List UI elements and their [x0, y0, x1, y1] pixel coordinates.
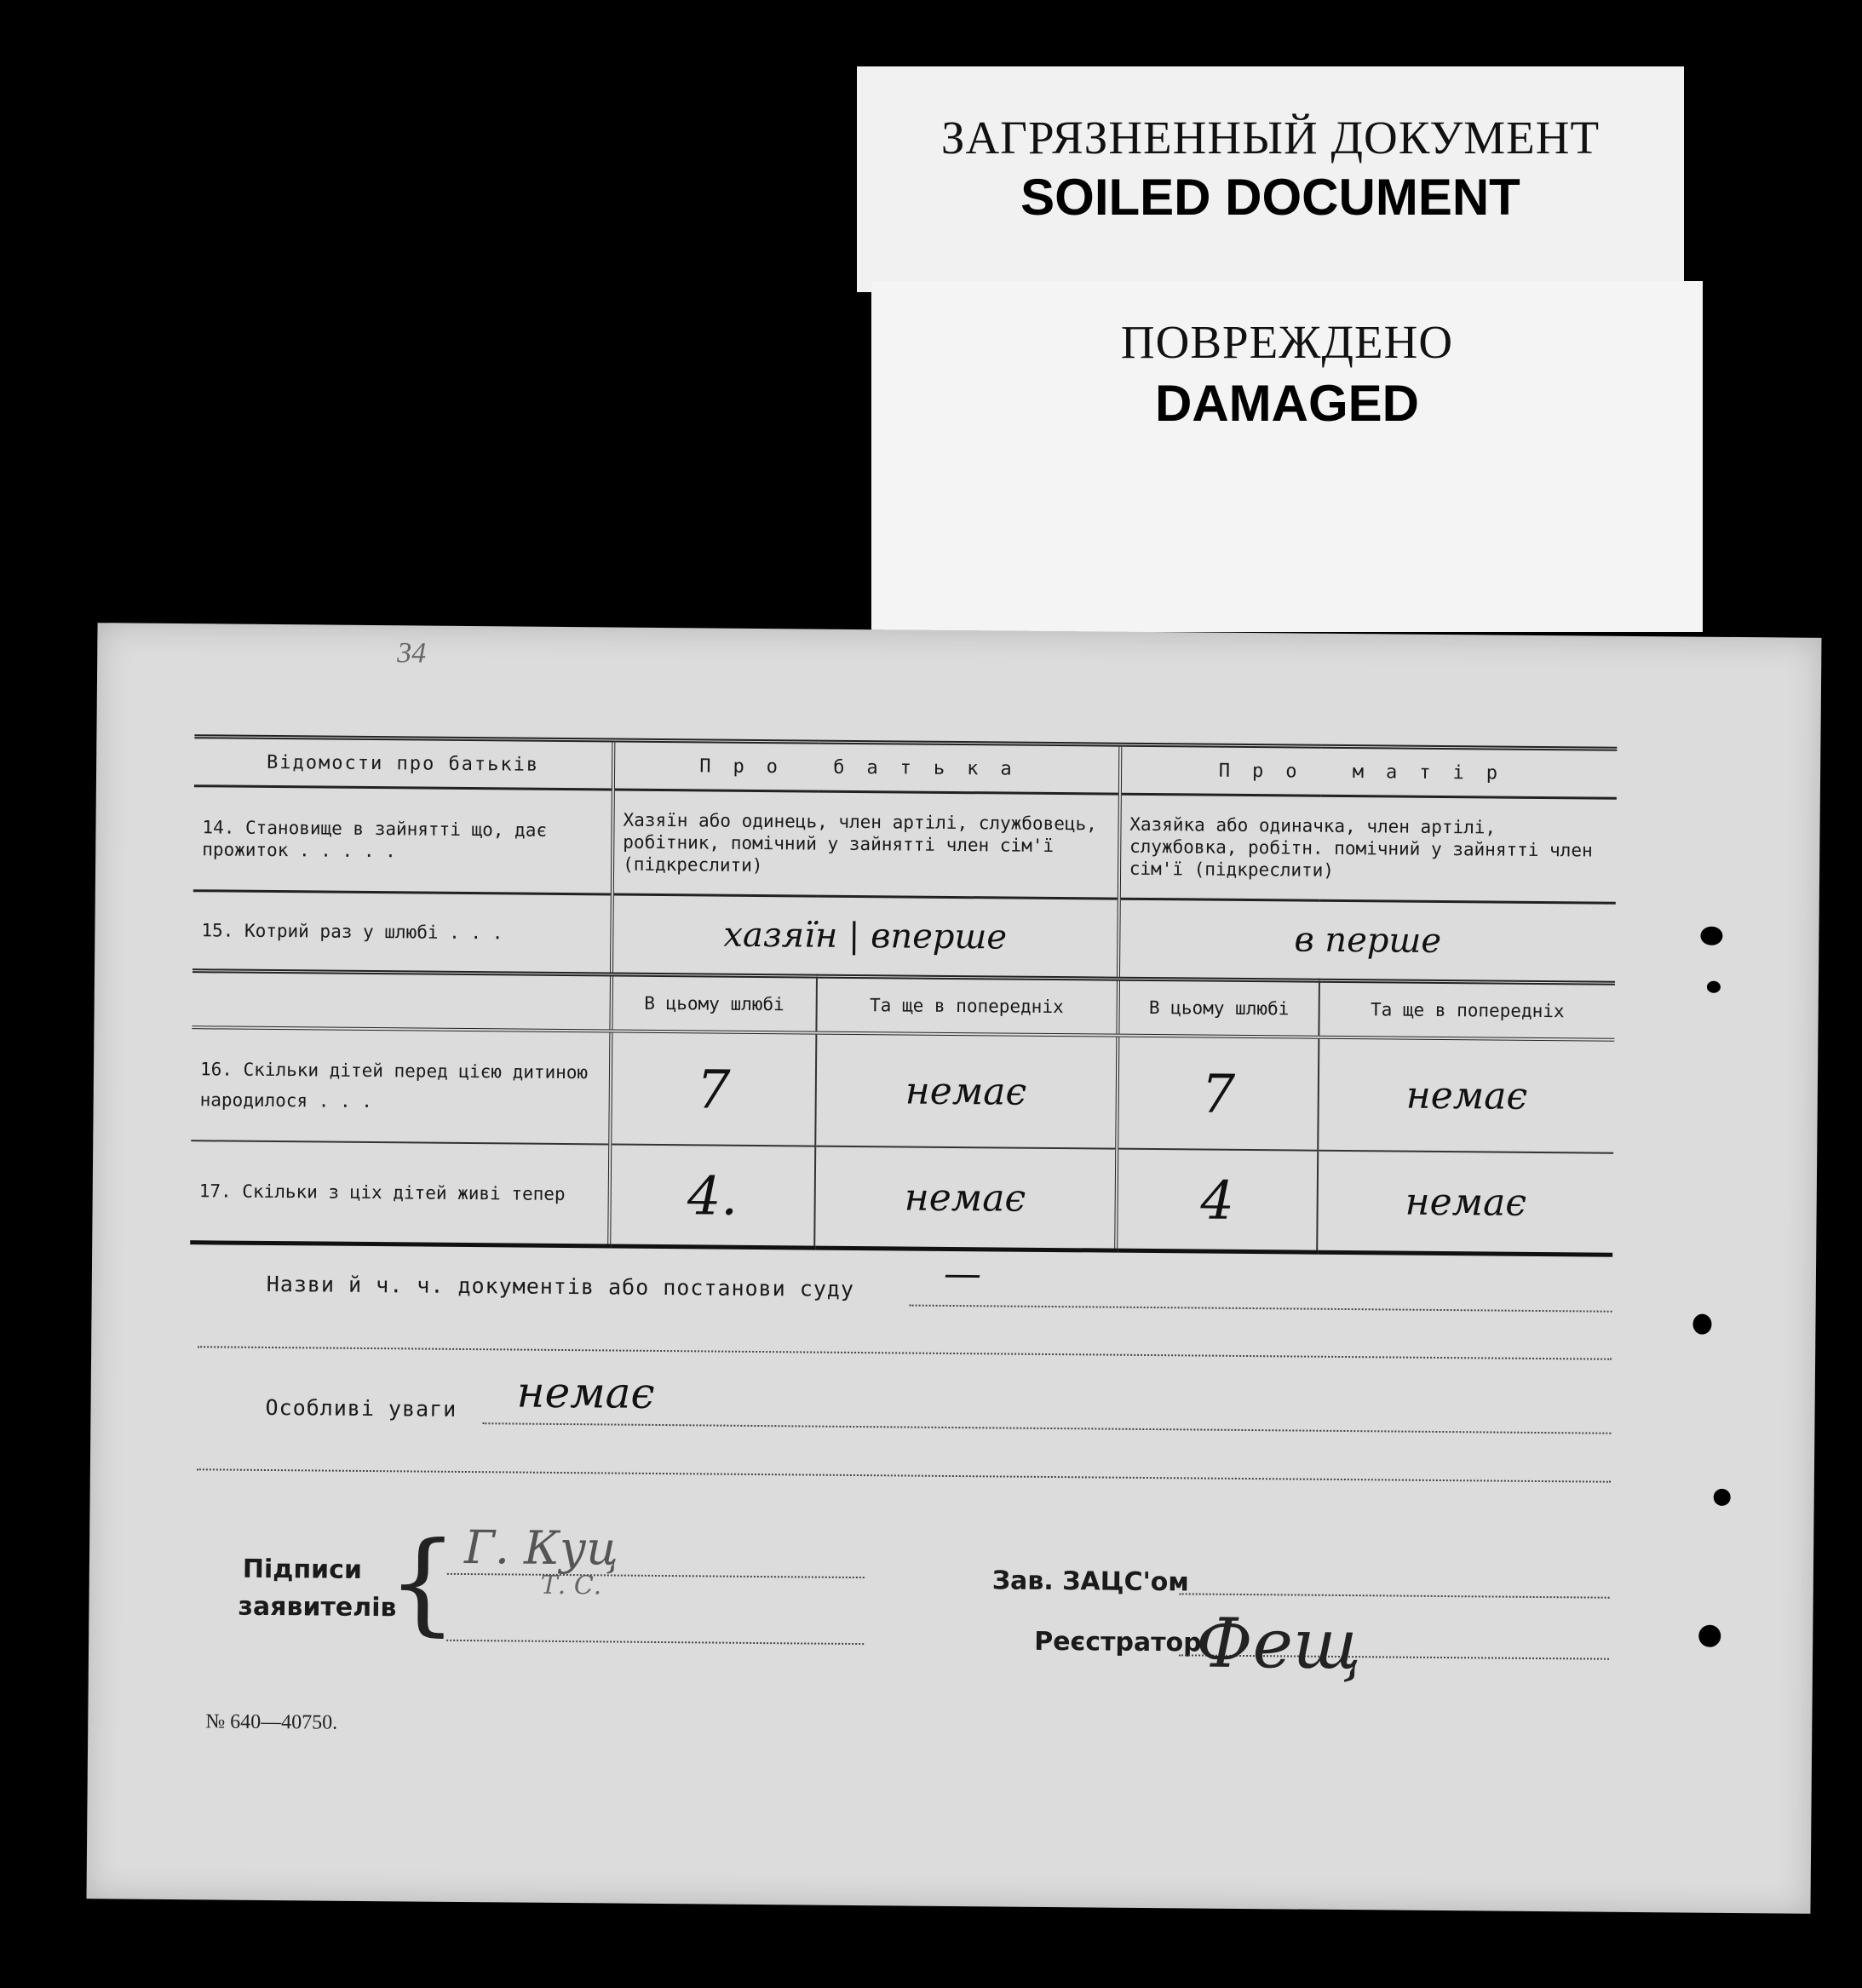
- sub-mother-current: В цьому шлюбі: [1118, 979, 1319, 1037]
- remarks-label: Особливі уваги: [265, 1394, 457, 1422]
- applicant-sig-line-2: [446, 1640, 864, 1645]
- punch-hole: [1707, 981, 1721, 993]
- form-number: № 640—40750.: [205, 1710, 338, 1734]
- signatures-label-line2: заявителів: [238, 1591, 397, 1623]
- corner-number: 34: [397, 637, 427, 669]
- header-mother: Про матір: [1120, 744, 1618, 798]
- row17-mother-previous: немає: [1317, 1151, 1613, 1255]
- punch-hole: [1714, 1489, 1731, 1506]
- damaged-label-ru: ПОВРЕЖДЕНО: [1120, 316, 1454, 368]
- row15-mother-value: в перше: [1118, 899, 1616, 983]
- row14-father: Хазяїн або одинець, член артілі, службовець, робітник, помічний у зайнятті член сім'ї (підкреслити): [612, 790, 1120, 899]
- row17-father-current: 4.: [609, 1144, 815, 1248]
- soiled-label-en: SOILED DOCUMENT: [1020, 169, 1520, 226]
- row14-label: 14. Становище в зайнятті що, дає прожиток . . . . .: [193, 786, 613, 894]
- signatures-label-line1: Підписи: [242, 1554, 363, 1585]
- sub-father-previous: Та ще в попередніх: [816, 976, 1118, 1036]
- row-children-born: [191, 1027, 1614, 1153]
- punch-hole: [1698, 1625, 1721, 1647]
- sub-father-current: В цьому шлюбі: [611, 974, 816, 1033]
- signatures-label: [238, 1551, 397, 1627]
- punch-hole: [1700, 927, 1722, 945]
- row16-father-current: 7: [610, 1031, 816, 1146]
- subheader-blank: [192, 971, 612, 1031]
- applicant-signature-1: Г. Куц: [463, 1520, 619, 1576]
- row15-label: 15. Котрий раз у шлюбі . . .: [193, 891, 612, 974]
- row17-father-previous: немає: [814, 1146, 1117, 1251]
- damaged-card: [871, 281, 1703, 632]
- parents-info-table: [190, 734, 1617, 1257]
- row17-label: 17. Скільки з ціх дітей живі тепер: [190, 1141, 610, 1246]
- header-father: Про батька: [613, 740, 1120, 794]
- row17-mother-current: 4: [1116, 1149, 1319, 1253]
- registrar-label: Реєстратор: [1034, 1626, 1202, 1658]
- sub-mother-previous: Та ще в попередніх: [1319, 980, 1615, 1040]
- documents-value: —: [943, 1251, 982, 1296]
- remarks-line: [482, 1422, 1611, 1434]
- row16-mother-previous: немає: [1318, 1037, 1614, 1153]
- documents-label: Назви й ч. ч. документів або постанови суду: [266, 1271, 855, 1301]
- damaged-label-en: DAMAGED: [1155, 375, 1419, 432]
- punch-hole: [1692, 1314, 1711, 1335]
- row15-father-value: хазяїн | вперше: [612, 894, 1119, 979]
- row-occupation: [193, 786, 1617, 904]
- documents-line: [910, 1305, 1612, 1313]
- applicant-signature-2: Т. С.: [540, 1570, 602, 1601]
- signatures-brace: {: [387, 1517, 459, 1647]
- soiled-label-ru: ЗАГРЯЗНЕННЫЙ ДОКУМЕНТ: [940, 112, 1601, 164]
- row16-father-previous: немає: [815, 1033, 1118, 1149]
- remarks-value: немає: [516, 1367, 655, 1418]
- remarks-line-2: [197, 1468, 1611, 1482]
- soiled-document-card: [857, 66, 1684, 292]
- row16-mother-current: 7: [1117, 1036, 1319, 1151]
- row-children-living: [190, 1141, 1613, 1255]
- row-marriage-count: [193, 891, 1616, 984]
- row14-mother: Хазяйка або одиначка, член артілі, службовка, робітн. помічний у зайнятті член сім'ї (підкреслити): [1118, 794, 1616, 903]
- header-parents-info: Відомости про батьків: [194, 737, 613, 790]
- row16-label: 16. Скільки дітей перед цією дитиною народилося . . .: [191, 1027, 611, 1144]
- registrar-signature: Фещ: [1195, 1603, 1362, 1685]
- head-label: Зав. ЗАЦС'ом: [991, 1566, 1190, 1598]
- applicant-sig-line-1: [447, 1573, 865, 1578]
- documents-line-2: [198, 1346, 1612, 1359]
- head-sig-line: [1180, 1593, 1610, 1598]
- form-sheet: [87, 623, 1822, 1914]
